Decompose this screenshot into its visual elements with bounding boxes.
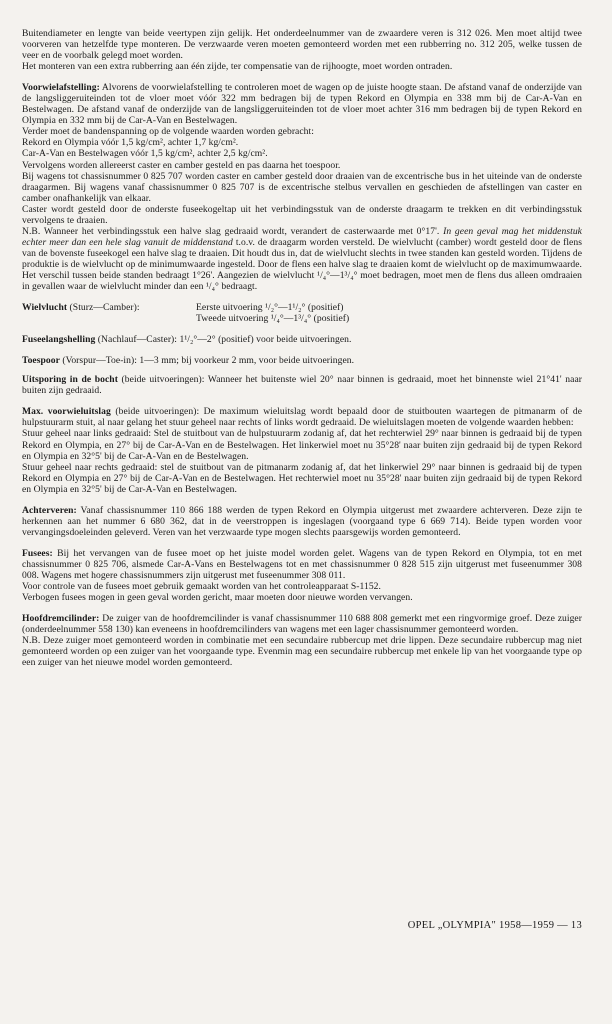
- intro-note: Het monteren van een extra rubberring aan één zijde, ter compensatie van de rijhoogte, moet worden ontraden.: [22, 61, 453, 73]
- section-heading: Fuseelangshelling: [22, 334, 96, 346]
- hoofdrem-note: N.B. Deze zuiger moet gemonteerd worden in combinatie met een secundaire rubbercup met drie lippen. Deze secundaire rubbercup mag niet gemonteerd worden op een zuiger van het voorgaande type. Evenmin mag een secundaire rubbercup met enkele lip van het voorgaande type op een zuiger van het nieuwe model worden gemonteerd.: [22, 635, 582, 669]
- uitslag-right: Stuur geheel naar rechts gedraaid: stel de stuitbout van de pitmanarm zodanig af, dat het linkerwiel 29° naar binnen is gedraaid bij de typen Rekord en Olympia en 27° bij de Car-A-Van en de Bestelwagen. Het rechterwiel moet nu 35°28' naar buiten zijn gedraaid bij de typen Rekord en Olympia en 32°5' bij de Car-A-Van en Bestelwagen.: [22, 461, 582, 495]
- achterveren-section: Achterveren: Vanaf chassisnummer 110 866 188 werden de typen Rekord en Olympia uitgerust met zwaardere achterveren. Deze zijn te herkennen aan het nummer 6 680 362, dat in de veerstroppen is ingeslagen (voorgaand type 6 669 714). Beide typen worden voor vervangingsdoeleinden geleverd. Veren van het verzwaarde type mogen slechts paarsgewijs worden gemonteerd.: [22, 504, 582, 538]
- wielvlucht-section: Wielvlucht (Sturz—Camber): Eerste uitvoering ¹/₂°—1¹/₂° (positief) Tweede uitvoering ¹/₄°—1³/₄° (positief): [22, 302, 350, 325]
- section-heading: Hoofdremcilinder:: [22, 613, 100, 625]
- tyre-pressure-carvan: Car-A-Van en Bestelwagen vóór 1,5 kg/cm², achter 2,5 kg/cm².: [22, 148, 268, 160]
- uitslag-left: Stuur geheel naar links gedraaid: Stel de stuitbout van de hulpstuurarm zodanig af, dat het rechterwiel 29° naar binnen is gedraaid bij de typen Rekord en Olympia, en 27° bij de Car-A-Van en de Bestelwagen. Het linkerwiel moet nu 35°28' naar buiten zijn gedraaid bij de typen Rekord en Olympia en 32°5' bij de Car-A-Van en de Bestelwagen.: [22, 428, 582, 462]
- tyre-pressure-rekord: Rekord en Olympia vóór 1,5 kg/cm², achter 1,7 kg/cm².: [22, 137, 239, 149]
- wielvlucht-second: Tweede uitvoering ¹/₄°—1³/₄° (positief): [196, 313, 350, 325]
- section-heading: Wielvlucht: [22, 302, 68, 314]
- fusees-section: [22, 548, 582, 603]
- section-heading: Achterveren:: [22, 504, 77, 516]
- caster-paragraph: Caster wordt gesteld door de onderste fuseekogeltap uit het verbindingsstuk van de onderste draagarm te trekken en dit verbindingsstuk vervolgens te draaien.: [22, 203, 582, 226]
- section-heading: Max. voorwieluitslag: [22, 406, 111, 418]
- section-heading: Fusees:: [22, 547, 53, 559]
- wielvlucht-first: Eerste uitvoering ¹/₂°—1¹/₂° (positief): [196, 302, 344, 314]
- hoofdremcilinder-section: [22, 613, 582, 668]
- adjust-order: Vervolgens worden allereerst caster en camber gesteld en pas daarna het toespoor.: [22, 159, 341, 171]
- intro-paragraph: Buitendiameter en lengte van beide veertypen zijn gelijk. Het onderdeelnummer van de zwaardere veren is 312 026. Men moet altijd twee voorveren van hetzelfde type monteren. De verzwaarde veren moeten gemonteerd worden met een rubberring no. 312 205, welke tussen de veer en de voorbalk gelegd moet worden.: [22, 28, 582, 62]
- tyre-pressure-intro: Verder moet de bandenspanning op de volgende waarden worden gebracht:: [22, 126, 314, 138]
- fusees-paragraph: Fusees: Bij het vervangen van de fusee moet op het juiste model worden gelet. Wagens van de typen Rekord en Olympia, tot en met chassisnummer 0 825 706, alsmede Car-A-Vans en Bestelwagens tot en met chassisnummer 0 828 515 zijn uitgerust met fuseenummer 308 008. Wagens met hogere chassisnummers zijn uitgerust met fuseenummer 308 011.: [22, 547, 582, 581]
- voorwielafstelling-paragraph: Voorwielafstelling: Alvorens de voorwielafstelling te controleren moet de wagen op de juiste hoogte staan. De afstand vanaf de onderzijde van de langsliggeruiteinden tot de vloer moet vóór 322 mm bedragen bij de typen Rekord en Olympia en 338 mm bij de Car-A-Van en Bestelwagen. De afstand vanaf de onderzijde van de langsliggeruiteinden tot de vloer moet achter 316 mm bedragen bij de typen Rekord en Olympia en 332 mm bij de Car-A-Van en Bestelwagen.: [22, 82, 582, 127]
- eccentric-bush-paragraph: Bij wagens tot chassisnummer 0 825 707 worden caster en camber gesteld door draaien van de excentrische bus in het uiteinde van de onderste draagarmen. Bij wagens vanaf chassisnummer 0 825 707 is de excentrische stelbus vervallen en geschieden de afstellingen van caster en camber onafhankelijk van elkaar.: [22, 170, 582, 204]
- fusees-bent: Verbogen fusees mogen in geen geval worden gericht, maar moeten door nieuwe worden vervangen.: [22, 592, 413, 604]
- fuseelangshelling-section: Fuseelangshelling (Nachlauf—Caster): 1¹/₂°—2° (positief) voor beide uitvoeringen.: [22, 334, 352, 346]
- toespoor-section: Toespoor (Vorspur—Toe-in): 1—3 mm; bij voorkeur 2 mm, voor beide uitvoeringen.: [22, 355, 355, 367]
- page-footer: OPEL „OLYMPIA" 1958—1959 — 13: [407, 920, 582, 931]
- fusees-control: Voor controle van de fusees moet gebruik gemaakt worden van het controleapparaat S-1152.: [22, 581, 381, 593]
- section-heading: Toespoor: [22, 355, 60, 367]
- intro-section: [22, 28, 582, 72]
- voorwielafstelling-section: [22, 82, 582, 292]
- section-heading: Uitsporing in de bocht: [22, 374, 118, 386]
- voorwieluitslag-section: [22, 406, 582, 494]
- camber-note: N.B. Wanneer het verbindingsstuk een halve slag gedraaid wordt, verandert de casterwaarde met 0°17'. In geen geval mag het middenstuk echter meer dan een hele slag vanuit de middenstand t.o.v. de draagarm worden versteld. De wielvlucht (camber) wordt gesteld door de flens van de bovenste fuseekogel een halve slag te draaien. Dit houdt dus in, dat de wielvlucht slechts in twee standen kan gesteld worden. Tijdens de produktie is de wielvlucht op de minimumwaarde ingesteld. Door de flens een halve slag te draaien komt de wielvlucht op de maximumwaarde. Het verschil tussen beide standen bedraagt 1°26'. Aangezien de wielvlucht ¹/₄°—1³/₄° moet bedragen, moet men de flens dus alleen omdraaien in gevallen waar de wielvlucht minder dan een ¹/₄° bedraagt.: [22, 225, 582, 293]
- italic-warning: In geen geval mag het middenstuk echter meer dan een hele slag vanuit de middenstand: [22, 225, 582, 248]
- uitslag-paragraph: Max. voorwieluitslag (beide uitvoeringen): De maximum wieluitslag wordt bepaald door de stuitbouten waartegen de pitmanarm of de hulpstuurarm stuit, al naar gelang het stuur geheel naar rechts of links wordt gedraaid. De wieluitslagen moeten de volgende waarden hebben:: [22, 406, 583, 429]
- section-heading: Voorwielafstelling:: [22, 82, 100, 94]
- hoofdrem-paragraph: Hoofdremcilinder: De zuiger van de hoofdremcilinder is vanaf chassisnummer 110 688 808 gemerkt met een ringvormige groef. Deze zuiger (onderdeelnummer 558 130) kan eveneens in hoofdremcilinders van wagens met een lager chassisnummer gemonteerd worden.: [22, 613, 582, 636]
- uitsporing-section: Uitsporing in de bocht (beide uitvoeringen): Wanneer het buitenste wiel 20° naar binnen is gedraaid, moet het binnenste wiel 21°41' naar buiten zijn gedraaid.: [22, 374, 582, 397]
